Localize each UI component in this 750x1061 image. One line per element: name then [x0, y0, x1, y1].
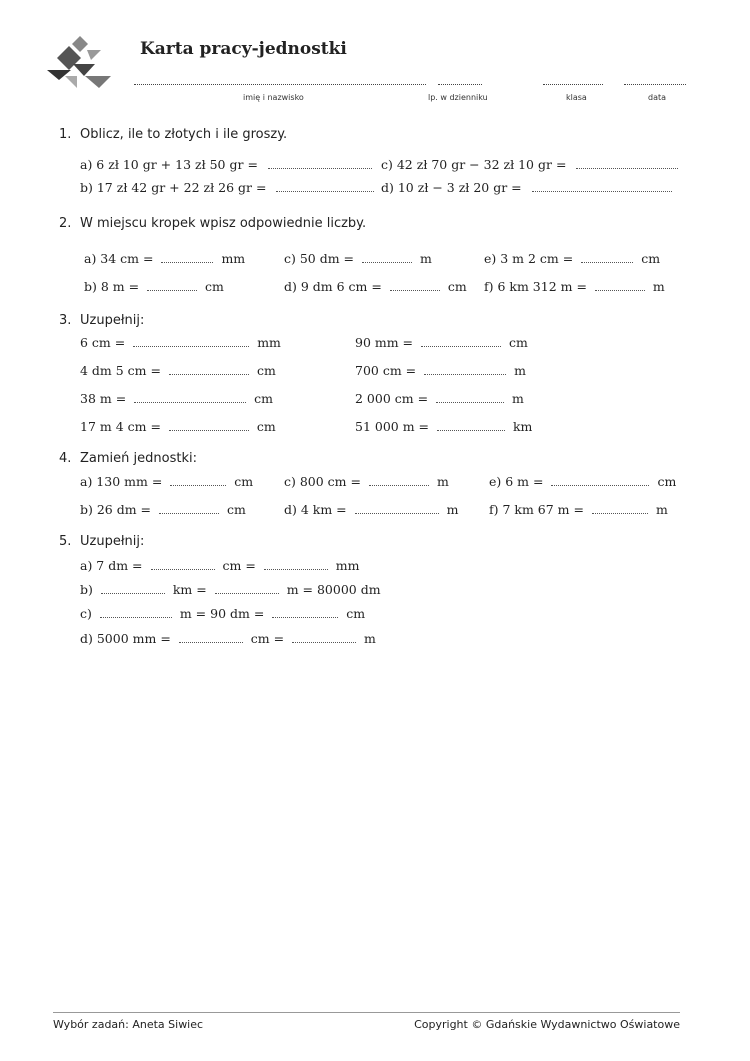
- task-2-number: 2.: [59, 216, 72, 231]
- task-1c-text: c) 42 zł 70 gr − 32 zł 10 gr =: [381, 157, 567, 172]
- task-5a-answer-1[interactable]: [151, 559, 215, 570]
- task-2b-text: b) 8 m =: [84, 279, 140, 294]
- task-2d-answer[interactable]: [390, 280, 440, 291]
- task-4c: [284, 474, 449, 489]
- task-4c-unit: m: [436, 474, 449, 489]
- task-3-item7-answer[interactable]: [169, 420, 249, 431]
- task-5c-p3: cm: [346, 606, 366, 621]
- task-3-row4-right: [355, 419, 532, 434]
- task-3-item1-answer[interactable]: [133, 336, 249, 347]
- publisher-logo: [47, 36, 113, 92]
- task-3-item2-text: 90 mm =: [355, 335, 414, 350]
- task-5c-p2: m = 90 dm =: [179, 606, 265, 621]
- class-label: klasa: [566, 93, 587, 102]
- task-4a-text: a) 130 mm =: [80, 474, 163, 489]
- task-1a-text: a) 6 zł 10 gr + 13 zł 50 gr =: [80, 157, 258, 172]
- list-number-label: lp. w dzienniku: [428, 93, 488, 102]
- task-4b: [80, 502, 246, 517]
- task-5d-p1: d) 5000 mm =: [80, 631, 171, 646]
- task-3-row4-left: [80, 419, 276, 434]
- task-4e-unit: cm: [657, 474, 677, 489]
- task-3-item2-unit: cm: [509, 335, 528, 350]
- task-3-item1-text: 6 cm =: [80, 335, 126, 350]
- tangram-logo-icon: [47, 36, 113, 92]
- task-3-item1-unit: mm: [257, 335, 281, 350]
- task-4c-answer[interactable]: [369, 475, 429, 486]
- task-5b-p3: m = 80000 dm: [286, 582, 381, 597]
- task-3-item6-unit: m: [512, 391, 524, 406]
- task-2e-answer[interactable]: [581, 252, 633, 263]
- task-2d-text: d) 9 dm 6 cm =: [284, 279, 382, 294]
- task-4a-unit: cm: [234, 474, 254, 489]
- task-1c-answer[interactable]: [576, 158, 678, 169]
- task-5c-answer-1[interactable]: [100, 607, 172, 618]
- task-3-row3-left: [80, 391, 273, 406]
- task-1-number: 1.: [59, 127, 72, 142]
- task-4f-unit: m: [655, 502, 668, 517]
- task-4d-answer[interactable]: [355, 503, 439, 514]
- task-1a: [80, 157, 372, 172]
- task-5-number: 5.: [59, 534, 72, 549]
- task-5b-answer-2[interactable]: [215, 583, 279, 594]
- task-2b-unit: cm: [205, 279, 224, 294]
- task-2e: [484, 251, 660, 266]
- task-5c-p1: c): [80, 606, 92, 621]
- task-5c-answer-2[interactable]: [272, 607, 338, 618]
- task-2c: [284, 251, 432, 266]
- task-2c-text: c) 50 dm =: [284, 251, 355, 266]
- task-3-item5-unit: cm: [254, 391, 274, 406]
- task-3-row2-right: [355, 363, 526, 378]
- task-4e-text: e) 6 m =: [489, 474, 544, 489]
- task-4-number: 4.: [59, 451, 72, 466]
- task-2f-unit: m: [652, 279, 665, 294]
- task-4e: [489, 474, 676, 489]
- task-5d-p2: cm =: [250, 631, 285, 646]
- task-1d-text: d) 10 zł − 3 zł 20 gr =: [381, 180, 522, 195]
- task-5b-p2: km =: [172, 582, 207, 597]
- task-3-row3-right: [355, 391, 524, 406]
- task-2d-unit: cm: [447, 279, 467, 294]
- task-1b-text: b) 17 zł 42 gr + 22 zł 26 gr =: [80, 180, 267, 195]
- task-1-instruction: Oblicz, ile to złotych i ile groszy.: [80, 127, 288, 142]
- task-3-item7-unit: cm: [256, 419, 276, 434]
- task-4f-text: f) 7 km 67 m =: [489, 502, 584, 517]
- task-3-item2-answer[interactable]: [421, 336, 501, 347]
- task-4f: [489, 502, 668, 517]
- task-3-item3-text: 4 dm 5 cm =: [80, 363, 161, 378]
- name-label: imię i nazwisko: [243, 93, 304, 102]
- task-1b: [80, 180, 374, 195]
- task-1b-answer[interactable]: [276, 181, 374, 192]
- task-3-number: 3.: [59, 313, 72, 328]
- task-4b-answer[interactable]: [159, 503, 219, 514]
- task-2c-unit: m: [420, 251, 432, 266]
- task-1c: [381, 157, 678, 172]
- task-5d-answer-2[interactable]: [292, 632, 356, 643]
- task-1d: [381, 180, 672, 195]
- task-2a-answer[interactable]: [161, 252, 213, 263]
- task-5-instruction: Uzupełnij:: [80, 534, 145, 549]
- task-3-item4-answer[interactable]: [424, 364, 506, 375]
- task-4-instruction: Zamień jednostki:: [80, 451, 197, 466]
- task-1d-answer[interactable]: [532, 181, 672, 192]
- task-4a: [80, 474, 253, 489]
- task-4f-answer[interactable]: [592, 503, 648, 514]
- task-3-item5-answer[interactable]: [134, 392, 246, 403]
- task-5b: [80, 582, 381, 597]
- task-3-item6-text: 2 000 cm =: [355, 391, 429, 406]
- task-3-item8-answer[interactable]: [437, 420, 505, 431]
- task-3-row2-left: [80, 363, 276, 378]
- task-2c-answer[interactable]: [362, 252, 412, 263]
- name-field[interactable]: [134, 84, 426, 85]
- task-5b-answer-1[interactable]: [101, 583, 165, 594]
- page-title: Karta pracy-jednostki: [140, 39, 347, 59]
- task-4c-text: c) 800 cm =: [284, 474, 361, 489]
- task-2b-answer[interactable]: [147, 280, 197, 291]
- task-5c: [80, 606, 365, 621]
- list-number-field[interactable]: [438, 84, 482, 85]
- task-3-item4-text: 700 cm =: [355, 363, 417, 378]
- task-2f-text: f) 6 km 312 m =: [484, 279, 587, 294]
- class-field[interactable]: [543, 84, 603, 85]
- task-5a-p1: a) 7 dm =: [80, 558, 143, 573]
- task-3-item7-text: 17 m 4 cm =: [80, 419, 161, 434]
- task-2f: [484, 279, 665, 294]
- task-5d: [80, 631, 376, 646]
- task-5d-answer-1[interactable]: [179, 632, 243, 643]
- task-4b-unit: cm: [227, 502, 246, 517]
- task-2a: [84, 251, 245, 266]
- task-3-item8-text: 51 000 m =: [355, 419, 430, 434]
- task-4d-unit: m: [446, 502, 459, 517]
- task-5b-p1: b): [80, 582, 93, 597]
- task-2a-unit: mm: [221, 251, 246, 266]
- task-2e-unit: cm: [641, 251, 661, 266]
- task-2d: [284, 279, 467, 294]
- date-field[interactable]: [624, 84, 686, 85]
- task-5d-p3: m: [364, 631, 376, 646]
- task-3-row1-right: [355, 335, 528, 350]
- task-3-item3-answer[interactable]: [169, 364, 249, 375]
- task-2-instruction: W miejscu kropek wpisz odpowiednie liczby.: [80, 216, 367, 231]
- task-5a-answer-2[interactable]: [264, 559, 328, 570]
- task-1a-answer[interactable]: [268, 158, 372, 169]
- task-4a-answer[interactable]: [170, 475, 226, 486]
- task-3-item3-unit: cm: [256, 363, 276, 378]
- task-4d: [284, 502, 458, 517]
- task-5a-p2: cm =: [222, 558, 256, 573]
- task-5a: [80, 558, 360, 573]
- task-3-instruction: Uzupełnij:: [80, 313, 145, 328]
- task-3-item6-answer[interactable]: [436, 392, 504, 403]
- task-5a-p3: mm: [335, 558, 360, 573]
- task-3-item8-unit: km: [512, 419, 533, 434]
- task-2a-text: a) 34 cm =: [84, 251, 154, 266]
- footer-divider: [53, 1012, 680, 1013]
- task-2e-text: e) 3 m 2 cm =: [484, 251, 574, 266]
- task-3-row1-left: [80, 335, 281, 350]
- task-4d-text: d) 4 km =: [284, 502, 347, 517]
- task-2f-answer[interactable]: [595, 280, 645, 291]
- task-3-item4-unit: m: [514, 363, 526, 378]
- footer-copyright: Copyright © Gdańskie Wydawnictwo Oświatowe: [414, 1018, 680, 1031]
- task-4e-answer[interactable]: [551, 475, 649, 486]
- date-label: data: [648, 93, 667, 102]
- footer-author: Wybór zadań: Aneta Siwiec: [53, 1018, 204, 1031]
- task-2b: [84, 279, 224, 294]
- task-4b-text: b) 26 dm =: [80, 502, 152, 517]
- task-3-item5-text: 38 m =: [80, 391, 127, 406]
